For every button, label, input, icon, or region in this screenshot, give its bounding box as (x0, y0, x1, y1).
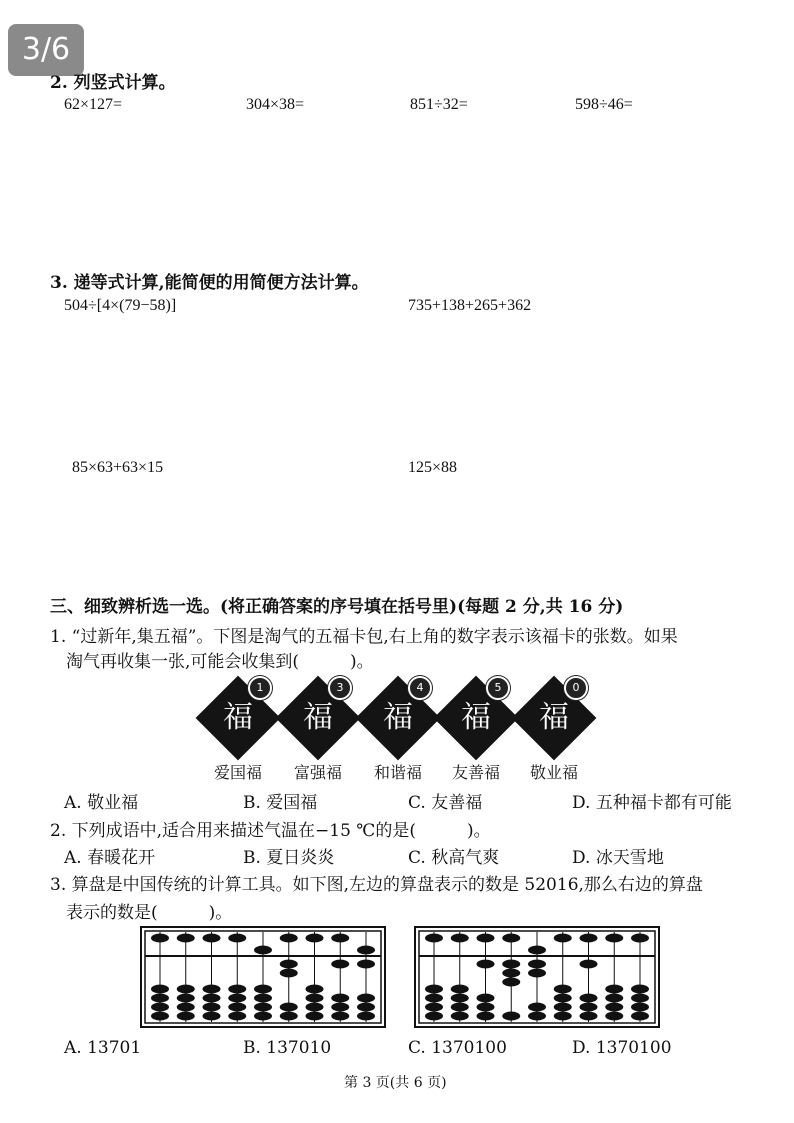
fu-card-char: 福 (303, 700, 333, 735)
fu-card-count: 5 (486, 676, 510, 700)
q3-option-b: B. 137010 (243, 1038, 332, 1058)
q2-option-c: C. 秋高气爽 (408, 848, 500, 868)
q3-option-c: C. 1370100 (408, 1038, 507, 1058)
q1-option-d: D. 五种福卡都有可能 (572, 793, 732, 813)
part-3-title: 三、细致辨析选一选。(将正确答案的序号填在括号里)(每题 2 分,共 16 分) (50, 597, 624, 617)
fu-card-char: 福 (539, 700, 569, 735)
q1-option-b: B. 爱国福 (243, 793, 318, 813)
page-badge: 3/6 (8, 24, 84, 76)
calc-item-3: 851÷32= (410, 96, 468, 113)
fu-card-count: 3 (328, 676, 352, 700)
fu-card-count: 4 (408, 676, 432, 700)
q1-option-c: C. 友善福 (408, 793, 483, 813)
section-2-title: 2. 列竖式计算。 (50, 73, 176, 93)
calc-item-4: 598÷46= (575, 96, 633, 113)
step-calc-3: 85×63+63×15 (72, 459, 164, 476)
calc-item-1: 62×127= (64, 96, 123, 113)
abacus-left (140, 926, 386, 1028)
abacus-right (414, 926, 660, 1028)
q1-line-2: 淘气再收集一张,可能会收集到( )。 (66, 652, 374, 672)
fu-card-count: 0 (564, 676, 588, 700)
fu-card-label: 友善福 (451, 763, 500, 782)
fu-card-char: 福 (223, 700, 253, 735)
q3-line-2: 表示的数是( )。 (66, 903, 233, 923)
fu-card-count: 1 (248, 676, 272, 700)
calc-item-2: 304×38= (246, 96, 305, 113)
q1-line-1: 1. “过新年,集五福”。下图是淘气的五福卡包,右上角的数字表示该福卡的张数。如果 (50, 627, 678, 647)
fu-card-label: 和谐福 (373, 763, 422, 782)
fu-card-label: 敬业福 (529, 763, 578, 782)
step-calc-1: 504÷[4×(79−58)] (64, 297, 177, 314)
section-3-title: 3. 递等式计算,能简便的用简便方法计算。 (50, 273, 369, 293)
q2-option-a: A. 春暖花开 (64, 848, 156, 868)
q2-option-b: B. 夏日炎炎 (243, 848, 335, 868)
fu-card-label: 富强福 (293, 763, 342, 782)
step-calc-2: 735+138+265+362 (408, 297, 532, 314)
q3-option-d: D. 1370100 (572, 1038, 672, 1058)
page-footer: 第 3 页(共 6 页) (344, 1075, 447, 1091)
step-calc-4: 125×88 (408, 459, 458, 476)
fu-card-label: 爱国福 (213, 763, 262, 782)
q3-option-a: A. 13701 (64, 1038, 142, 1058)
q1-option-a: A. 敬业福 (64, 793, 139, 813)
fu-card-char: 福 (383, 700, 413, 735)
fu-card-char: 福 (461, 700, 491, 735)
q2-option-d: D. 冰天雪地 (572, 848, 664, 868)
q2-line-1: 2. 下列成语中,适合用来描述气温在−15 ℃的是( )。 (50, 821, 491, 841)
q3-line-1: 3. 算盘是中国传统的计算工具。如下图,左边的算盘表示的数是 52016,那么右边的算盘 (50, 875, 703, 895)
